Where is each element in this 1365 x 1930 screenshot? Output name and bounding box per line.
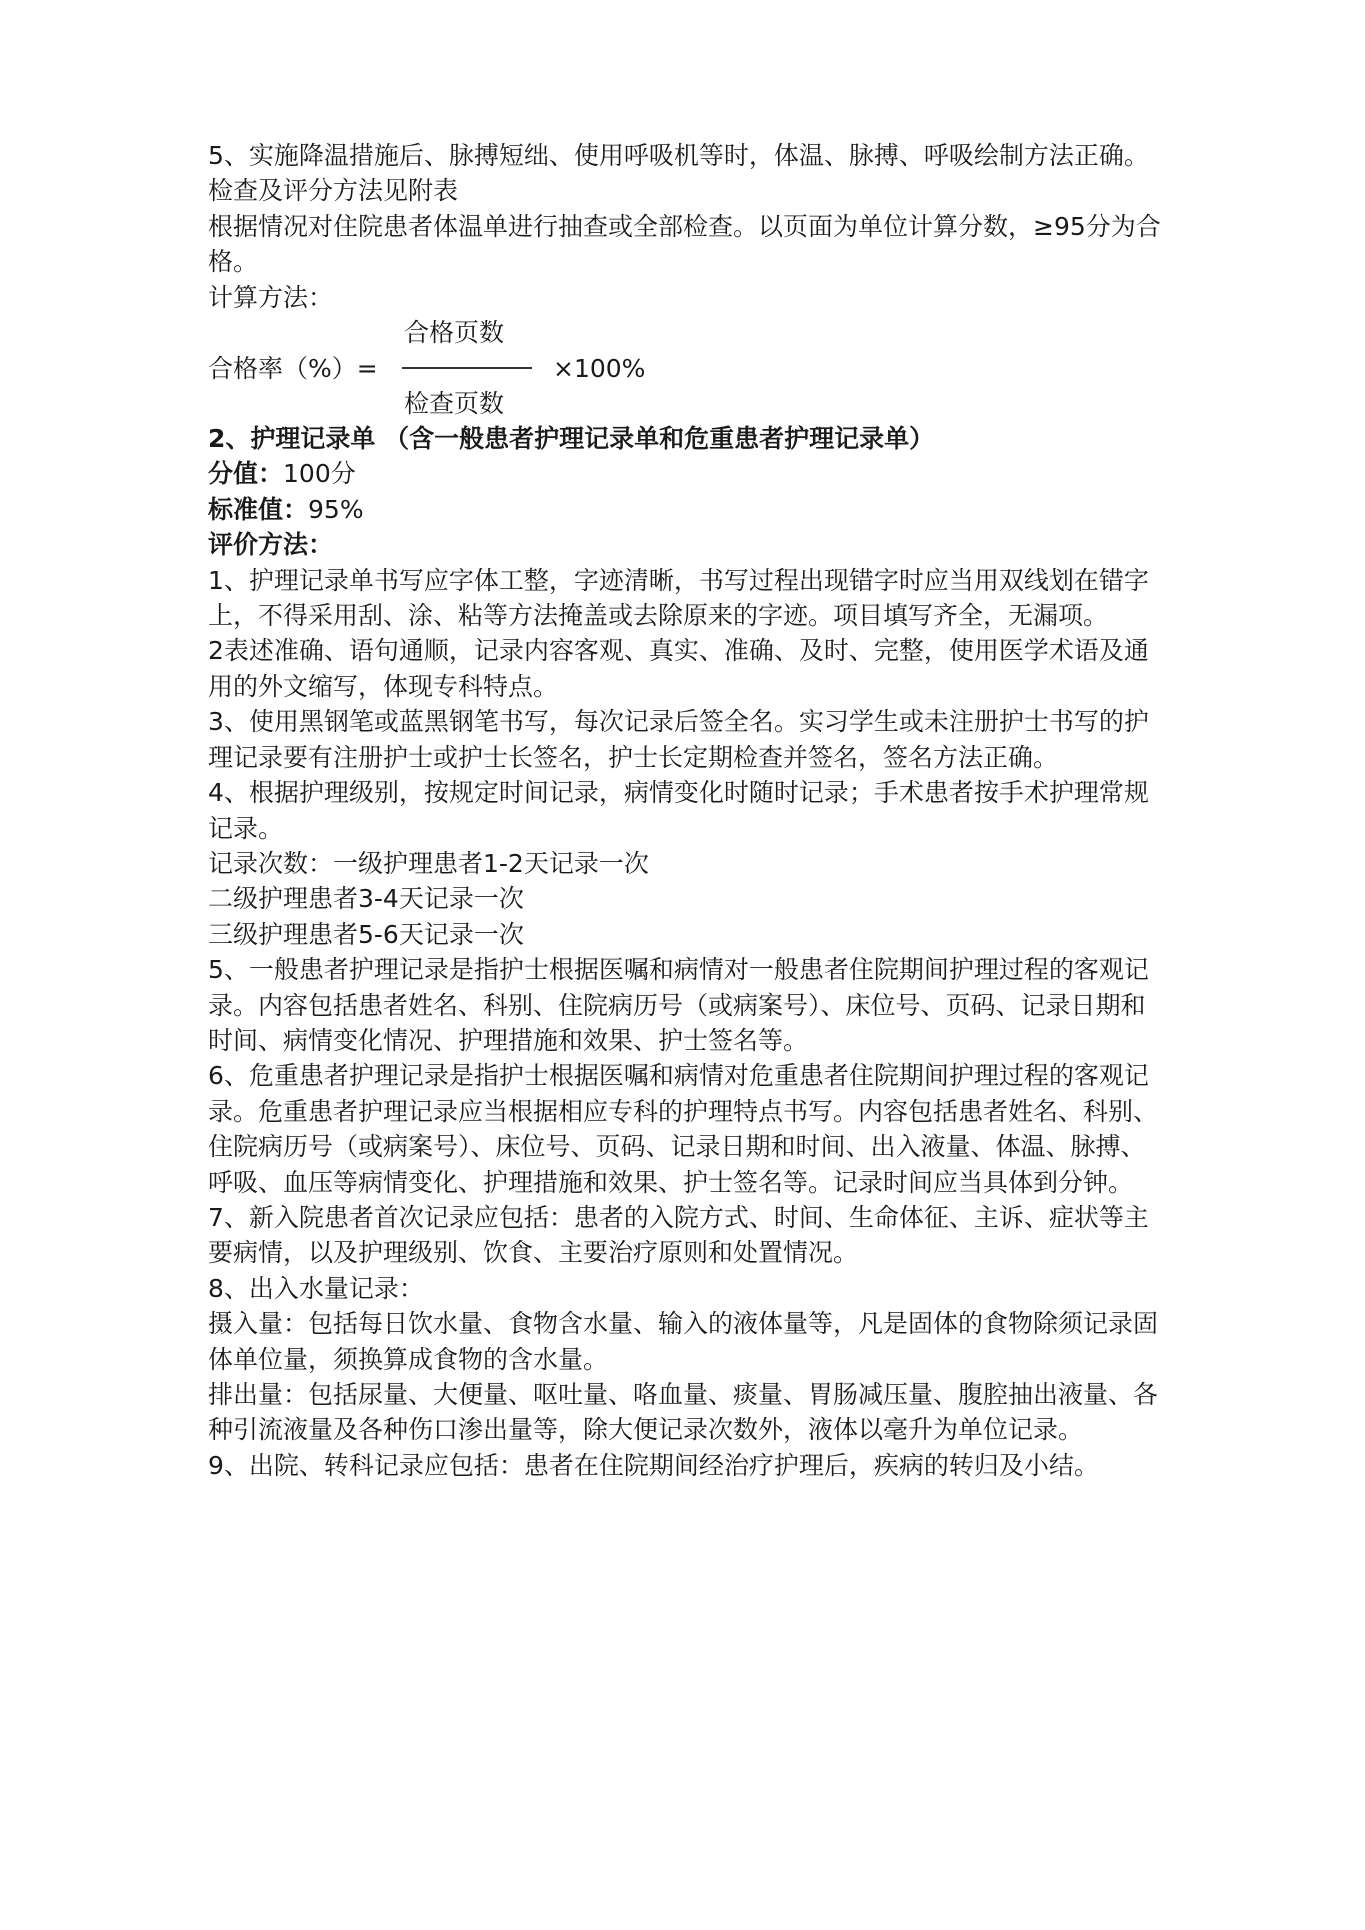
method-label: 评价方法： <box>208 530 334 560</box>
score-value: 100分 <box>283 459 356 489</box>
paragraph: 计算方法： <box>208 282 334 312</box>
standard-line <box>208 492 1168 527</box>
paragraph: 5、实施降温措施后、脉搏短绌、使用呼吸机等时，体温、脉搏、呼吸绘制方法正确。 <box>208 141 1149 170</box>
score-label: 分值： <box>208 459 284 489</box>
formula-multiplier: ×100% <box>553 354 646 384</box>
list-item: 摄入量：包括每日饮水量、食物含水量、输入的液体量等，凡是固体的食物除须记录固体单位量，须换算成食物的含水量。 <box>208 1309 1159 1374</box>
paragraph: 检查及评分方法见附表 <box>208 176 459 206</box>
list-item: 三级护理患者5-6天记录一次 <box>208 919 524 949</box>
document-body <box>208 138 1168 1483</box>
list-item: 7、新入院患者首次记录应包括：患者的入院方式、时间、生命体征、主诉、症状等主要病情，以及护理级别、饮食、主要治疗原则和处置情况。 <box>208 1202 1149 1268</box>
list-item: 二级护理患者3-4天记录一次 <box>208 884 524 914</box>
score-line <box>208 456 1168 491</box>
list-item: 8、出入水量记录： <box>208 1273 424 1303</box>
list-item: 9、出院、转科记录应包括：患者在住院期间经治疗护理后，疾病的转归及小结。 <box>208 1450 1099 1480</box>
list-item: 2表述准确、语句通顺，记录内容客观、真实、准确、及时、完整，使用医学术语及通用的外文缩写，体现专科特点。 <box>208 636 1149 701</box>
list-item: 1、护理记录单书写应字体工整，字迹清晰，书写过程出现错字时应当用双线划在错字上，不得采用刮、涂、粘等方法掩盖或去除原来的字迹。项目填写齐全，无漏项。 <box>208 565 1149 631</box>
list-item: 6、危重患者护理记录是指护士根据医嘱和病情对危重患者住院期间护理过程的客观记录。危重患者护理记录应当根据相应专科的护理特点书写。内容包括患者姓名、科别、住院病历号（或病案号）、床位号、页码、记录日期和时间、出入液量、体温、脉搏、呼吸、血压等病情变化、护理措施和效果、护士签名等。记录时间应当具体到分钟。 <box>208 1061 1159 1197</box>
formula-lhs: 合格率（%）= <box>208 354 378 384</box>
list-item: 4、根据护理级别，按规定时间记录，病情变化时随时记录；手术患者按手术护理常规记录。 <box>208 778 1149 843</box>
paragraph: 根据情况对住院患者体温单进行抽查或全部检查。以页面为单位计算分数，≥95分为合格。 <box>208 211 1161 277</box>
list-item: 3、使用黑钢笔或蓝黑钢笔书写，每次记录后签全名。实习学生或未注册护士书写的护理记录要有注册护士或护士长签名，护士长定期检查并签名，签名方法正确。 <box>208 707 1149 772</box>
list-item: 5、一般患者护理记录是指护士根据医嘱和病情对一般患者住院期间护理过程的客观记录。内容包括患者姓名、科别、住院病历号（或病案号）、床位号、页码、记录日期和时间、病情变化情况、护理措施和效果、护士签名等。 <box>208 955 1149 1055</box>
pass-rate-formula <box>208 315 1168 421</box>
standard-label: 标准值： <box>208 494 309 524</box>
standard-value: 95% <box>308 494 364 524</box>
formula-numerator: 合格页数 <box>404 318 505 348</box>
section-title: 2、护理记录单 （含一般患者护理记录单和危重患者护理记录单） <box>208 424 935 454</box>
list-item: 排出量：包括尿量、大便量、呕吐量、咯血量、痰量、胃肠减压量、腹腔抽出液量、各种引流液量及各种伤口渗出量等，除大便记录次数外，液体以毫升为单位记录。 <box>208 1380 1159 1445</box>
formula-denominator: 检查页数 <box>404 389 505 419</box>
list-item: 记录次数：一级护理患者1-2天记录一次 <box>208 848 649 878</box>
fraction-line <box>402 367 532 369</box>
